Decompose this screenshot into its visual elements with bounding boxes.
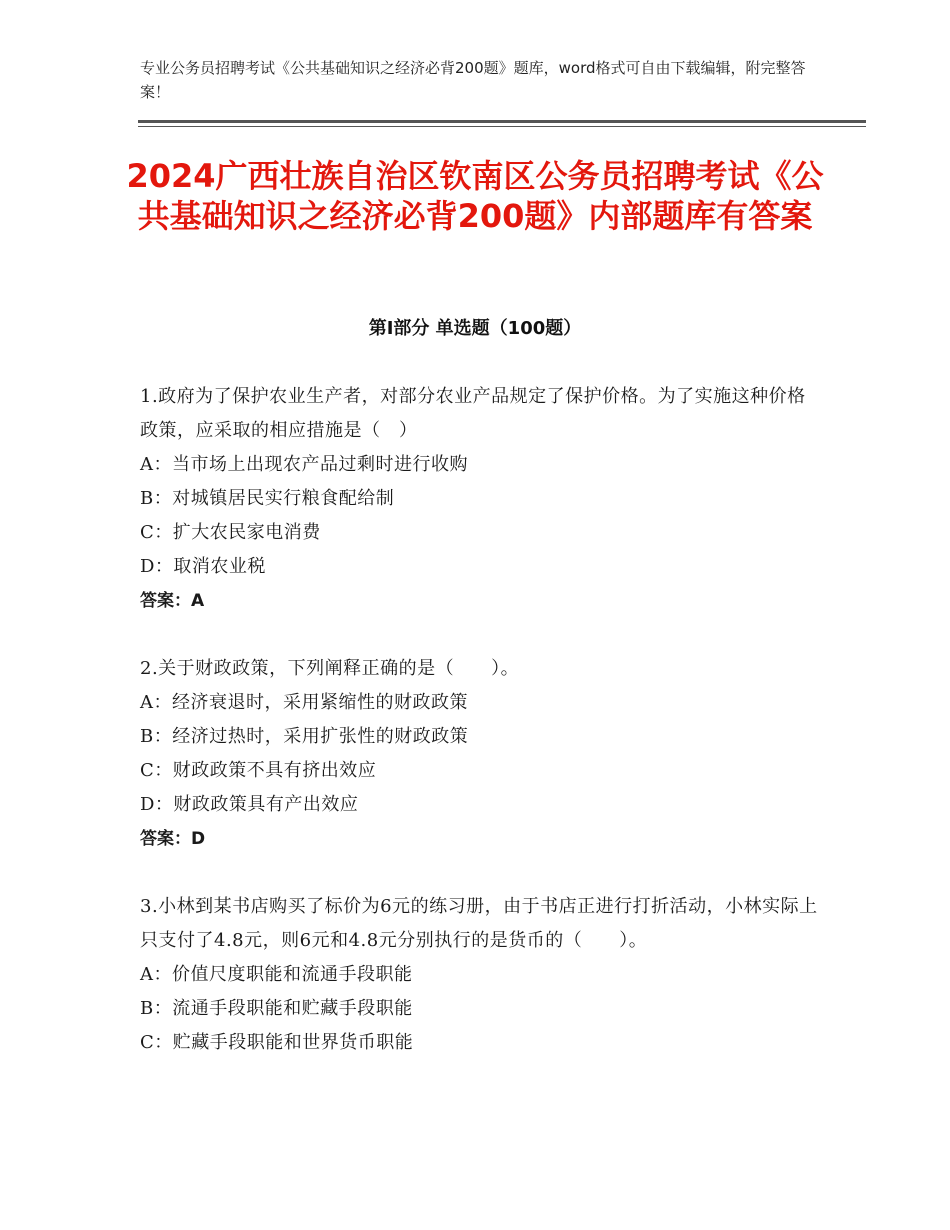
question-2	[140, 652, 820, 856]
question-1	[140, 380, 820, 618]
question-text: 1.政府为了保护农业生产者，对部分农业产品规定了保护价格。为了实施这种价格政策，应采取的相应措施是（ ）	[140, 386, 806, 441]
question-list	[140, 380, 820, 1094]
answer: 答案：D	[140, 829, 206, 849]
option-a: A：经济衰退时，采用紧缩性的财政政策	[140, 692, 468, 713]
question-text: 2.关于财政政策，下列阐释正确的是（ ）。	[140, 658, 520, 679]
option-d: D：财政政策具有产出效应	[140, 794, 359, 815]
question-text: 3.小林到某书店购买了标价为6元的练习册，由于书店正进行打折活动，小林实际上只支付了4.8元，则6元和4.8元分别执行的是货币的（ ）。	[140, 896, 818, 951]
question-3	[140, 890, 820, 1060]
option-b: B：流通手段职能和贮藏手段职能	[140, 998, 413, 1019]
section-title: 第Ⅰ部分 单选题（100题）	[368, 318, 582, 339]
option-b: B：经济过热时，采用扩张性的财政政策	[140, 726, 469, 747]
header-note: 专业公务员招聘考试《公共基础知识之经济必背200题》题库，word格式可自由下载编辑，附完整答案！	[140, 59, 806, 101]
header-divider-thick	[138, 120, 866, 123]
option-b: B：对城镇居民实行粮食配给制	[140, 488, 395, 509]
option-c: C：扩大农民家电消费	[140, 522, 321, 543]
option-a: A：价值尺度职能和流通手段职能	[140, 964, 413, 985]
option-a: A：当市场上出现农产品过剩时进行收购	[140, 454, 468, 475]
option-d: D：取消农业税	[140, 556, 266, 577]
answer: 答案：A	[140, 591, 205, 611]
option-c: C：财政政策不具有挤出效应	[140, 760, 377, 781]
option-c: C：贮藏手段职能和世界货币职能	[140, 1032, 414, 1053]
document-title: 2024广西壮族自治区钦南区公务员招聘考试《公共基础知识之经济必背200题》内部题库有答案	[126, 157, 824, 235]
header-divider-thin	[138, 126, 866, 127]
